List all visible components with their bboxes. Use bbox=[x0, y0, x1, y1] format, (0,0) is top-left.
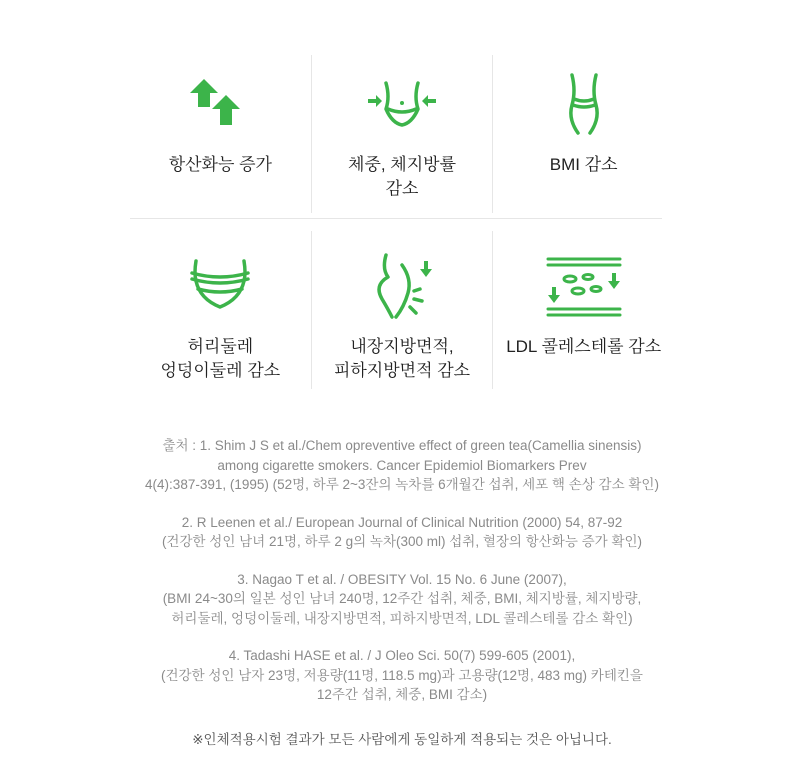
benefit-weight bbox=[311, 55, 494, 213]
benefit-ldl bbox=[493, 231, 674, 389]
disclaimer: ※인체적용시험 결과가 모든 사람에게 동일하게 적용되는 것은 아닙니다. bbox=[192, 732, 612, 747]
benefit-label: 허리둘레 엉덩이둘레 감소 bbox=[160, 337, 281, 380]
waist-measure-icon bbox=[180, 251, 260, 321]
blood-vessel-icon bbox=[544, 251, 624, 321]
reference-3: 3. Nagao T et al. / OBESITY Vol. 15 No. 6 June (2007), (BMI 24~30의 일본 성인 남녀 240명, 12주간 섭취, 체중, BMI, 체지방률, 체지방량, 허리둘레, 엉덩이둘레, 내장지방면적, 피하지방면적, LDL 콜레스테롤 감소 확인) bbox=[162, 571, 642, 626]
waist-slimming-icon bbox=[362, 69, 442, 139]
references bbox=[70, 436, 734, 723]
benefits-grid bbox=[130, 55, 674, 389]
benefits-row-1 bbox=[130, 55, 674, 213]
benefit-label: BMI 감소 bbox=[549, 155, 618, 174]
belly-fat-icon bbox=[362, 251, 442, 321]
reference-1: 출처 : 1. Shim J S et al./Chem opreventive effect of green tea(Camellia sinensis) among cigarette smokers. Cancer Epidemiol Biomarkers Prev 4(4):387-391, (1995) (52명, 하루 2~3잔의 녹차를 6개월간 섭취, 세포 핵 손상 감소 확인) bbox=[145, 438, 659, 492]
benefits-row-2 bbox=[130, 231, 674, 389]
arrows-up-icon bbox=[180, 69, 260, 139]
reference-4: 4. Tadashi HASE et al. / J Oleo Sci. 50(7) 599-605 (2001), (건강한 성인 남자 23명, 저용량(11명, 118.5 mg)과 고용량(12명, 483 mg) 카테킨을 12주간 섭취, 체중, BMI 감소) bbox=[161, 648, 643, 702]
benefit-label: 체중, 체지방률 감소 bbox=[348, 155, 456, 198]
benefit-label: 항산화능 증가 bbox=[168, 155, 272, 174]
benefit-label: 내장지방면적, 피하지방면적 감소 bbox=[333, 337, 471, 380]
body-silhouette-icon bbox=[544, 69, 624, 139]
benefit-label: LDL 콜레스테롤 감소 bbox=[506, 337, 662, 356]
benefit-bmi bbox=[493, 55, 674, 213]
benefit-waist bbox=[130, 231, 311, 389]
benefit-antioxidant bbox=[130, 55, 311, 213]
grid-divider bbox=[130, 218, 662, 219]
benefit-visceral-fat bbox=[311, 231, 494, 389]
reference-2: 2. R Leenen et al./ European Journal of Clinical Nutrition (2000) 54, 87-92 (건강한 성인 남녀 21명, 하루 2 g의 녹차(300 ml) 섭취, 혈장의 항산화능 증가 확인) bbox=[161, 514, 643, 549]
